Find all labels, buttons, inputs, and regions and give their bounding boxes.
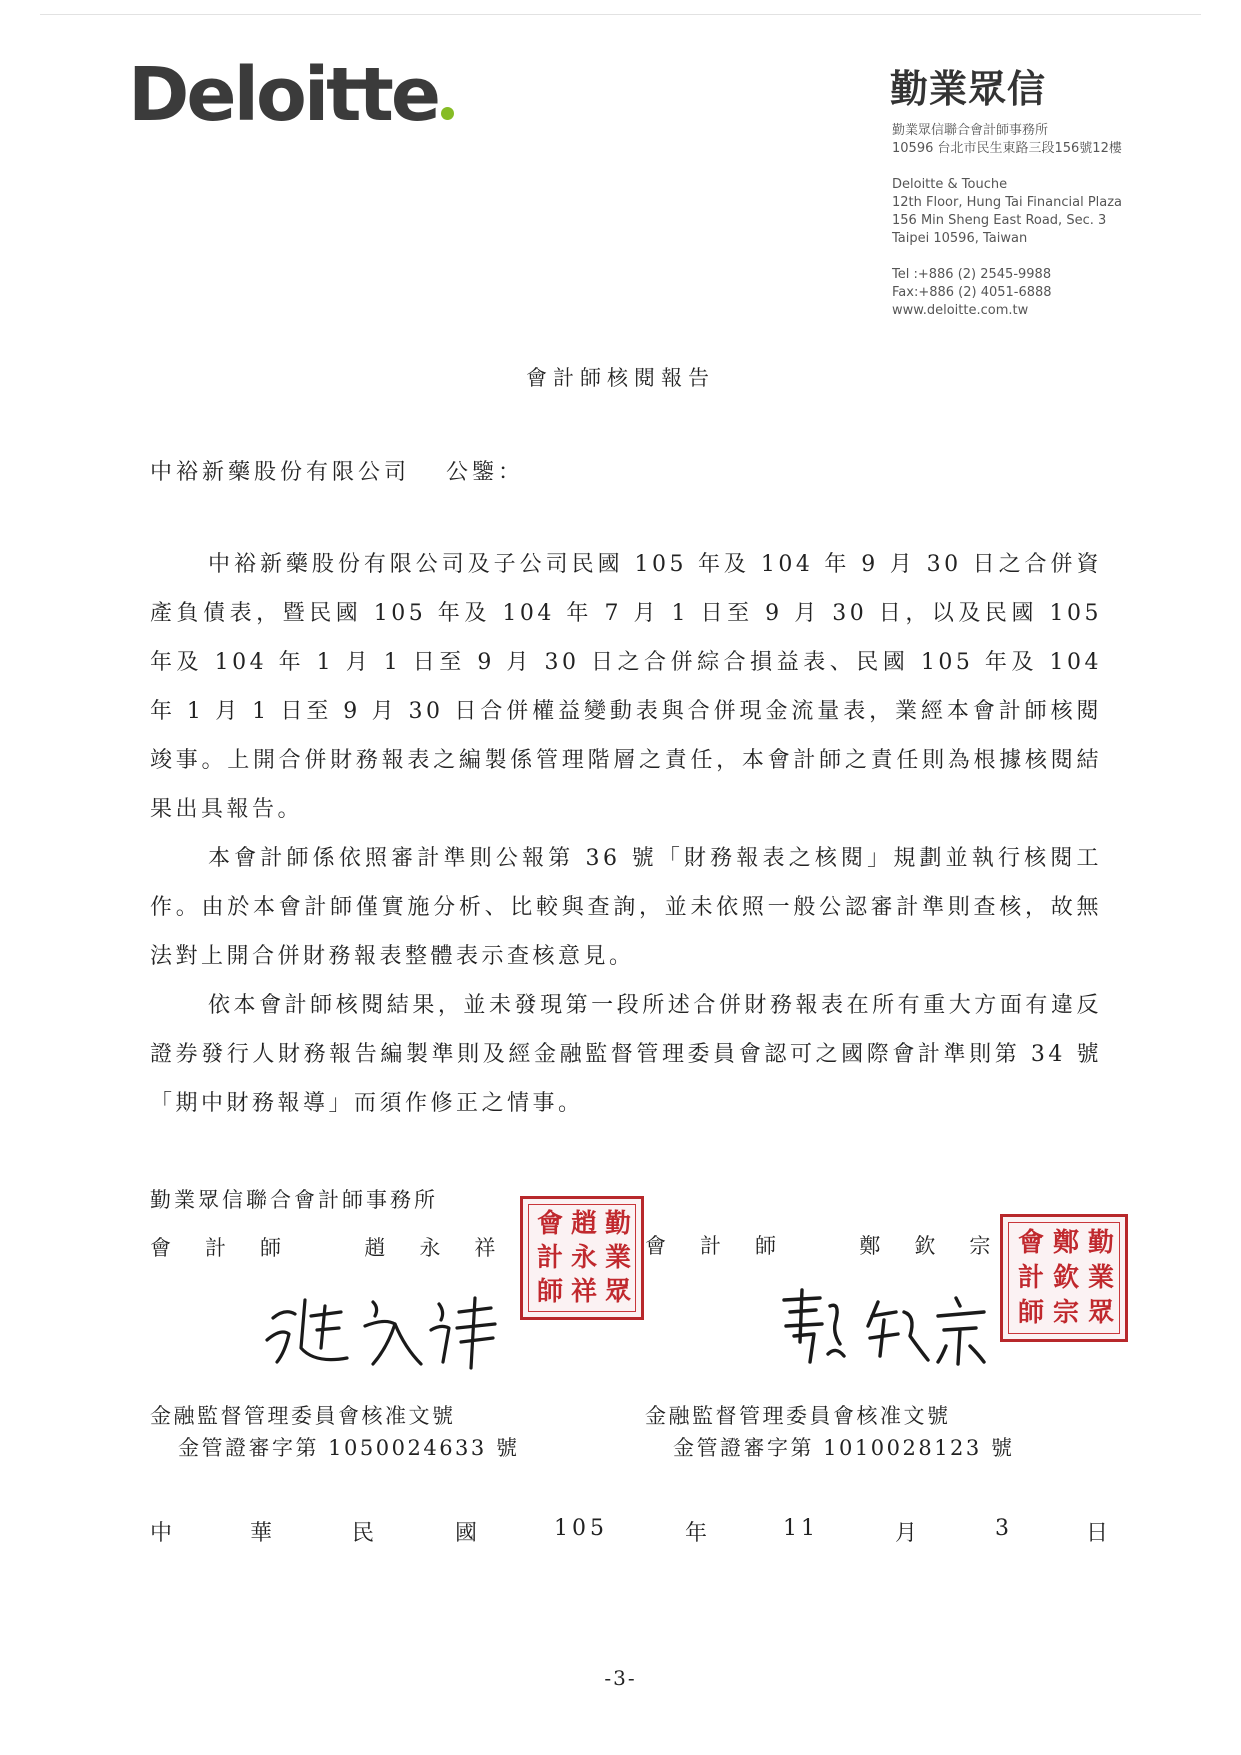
address-en-line-3: 156 Min Sheng East Road, Sec. 3 <box>892 213 1107 228</box>
date-char-4: 國 <box>455 1521 478 1546</box>
date-char-3: 民 <box>352 1521 375 1546</box>
cpa1-label: 會計師 <box>150 1236 315 1260</box>
approval-1-authority: 金融監督管理委員會核准文號 <box>150 1404 456 1428</box>
top-border <box>40 14 1201 15</box>
date-year: 105 <box>554 1516 608 1541</box>
logo-text: Deloitte <box>128 52 439 138</box>
deloitte-logo <box>128 52 454 138</box>
address-en-line-4: Taipei 10596, Taiwan <box>892 231 1028 246</box>
address-en-line-1: Deloitte & Touche <box>892 177 1008 192</box>
firm-name-cn: 勤業眾信 <box>890 67 1047 111</box>
cpa2-seal: 會 鄭 勤 計 欽 業 師 宗 眾 <box>1000 1214 1128 1342</box>
report-title: 會計師核閱報告 <box>526 366 715 390</box>
date-year-unit: 年 <box>685 1521 708 1546</box>
date-month: 11 <box>783 1516 819 1541</box>
approval-2 <box>645 1400 1014 1464</box>
logo-green-dot <box>441 107 454 120</box>
cpa1-line <box>150 1232 529 1262</box>
approval-2-number: 金管證審字第 1010028123 號 <box>673 1436 1015 1460</box>
addressee <box>150 455 524 486</box>
cpa1-seal: 會 趙 勤 計 永 業 師 祥 眾 <box>520 1196 644 1320</box>
date-month-unit: 月 <box>895 1521 918 1546</box>
cpa2-handwritten-signature <box>770 1276 1000 1376</box>
contact-tel: Tel :+886 (2) 2545-9988 <box>892 267 1052 282</box>
cpa2-line <box>645 1230 1024 1260</box>
address-en-line-2: 12th Floor, Hung Tai Financial Plaza <box>892 195 1123 210</box>
address-cn-line-2: 10596 台北市民生東路三段156號12樓 <box>892 141 1122 156</box>
addressee-company: 中裕新藥股份有限公司 <box>150 460 411 485</box>
body-paragraph-1: 中裕新藥股份有限公司及子公司民國 105 年及 104 年 9 月 30 日之合併資產負債表，暨民國 105 年及 104 年 7 月 1 日至 9 月 30 日，以及民國 105 年及 104 年 1 月 1 日至 9 月 30 日之合併綜合損益表、民國 105 年及 104 年 1 月 1 日至 9 月 30 日合併權益變動表與合併現金流量表，業經本會計師核閱竣事。上開合併財務報表之編製係管理階層之責任，本會計師之責任則為根據核閱結果出具報告。 <box>150 552 1102 822</box>
contact-fax: Fax:+886 (2) 4051-6888 <box>892 285 1052 300</box>
firm-signature-line: 勤業眾信聯合會計師事務所 <box>150 1188 438 1212</box>
date-char-2: 華 <box>250 1521 273 1546</box>
body-paragraph-2: 本會計師係依照審計準則公報第 36 號「財務報表之核閱」規劃並執行核閱工作。由於本會計師僅實施分析、比較與查詢，並未依照一般公認審計準則查核，故無法對上開合併財務報表整體表示查核意見。 <box>150 846 1102 969</box>
address-cn-line-1: 勤業眾信聯合會計師事務所 <box>892 123 1049 138</box>
date-day: 3 <box>995 1516 1009 1541</box>
addressee-suffix: 公鑒： <box>446 460 525 485</box>
cpa1-name: 趙永祥 <box>364 1236 530 1260</box>
approval-1-number: 金管證審字第 1050024633 號 <box>178 1436 520 1460</box>
approval-1 <box>150 1400 519 1464</box>
cpa2-name: 鄭欽宗 <box>859 1234 1025 1258</box>
body-paragraph-3: 依本會計師核閱結果，並未發現第一段所述合併財務報表在所有重大方面有違反證券發行人財務報告編製準則及經金融監督管理委員會認可之國際會計準則第 34 號「期中財務報導」而須作修正之情事。 <box>150 993 1102 1116</box>
cpa2-label: 會計師 <box>645 1234 810 1258</box>
cpa1-handwritten-signature <box>255 1278 525 1378</box>
approval-2-authority: 金融監督管理委員會核准文號 <box>645 1404 951 1428</box>
page-number: -3- <box>604 1666 637 1690</box>
report-date <box>150 1516 1109 1548</box>
date-char-1: 中 <box>150 1521 173 1546</box>
date-day-unit: 日 <box>1086 1521 1109 1546</box>
contact-website: www.deloitte.com.tw <box>892 303 1029 318</box>
